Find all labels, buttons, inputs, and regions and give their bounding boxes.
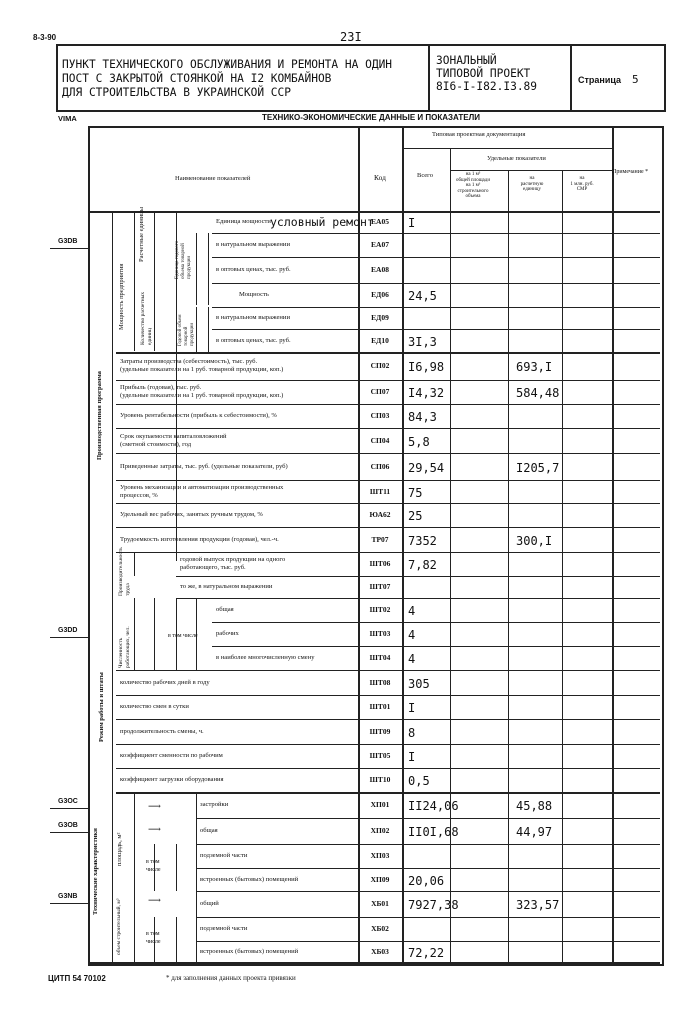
side-code-g3oc: G3OC: [58, 798, 78, 805]
label-labor-productivity: Производительность труда: [118, 547, 131, 596]
row-code: СП04: [370, 435, 390, 445]
row-code: ШТ07: [369, 582, 391, 591]
row-value-total: 7352: [408, 533, 437, 548]
row-hand-value: условный ремонт: [270, 215, 374, 229]
row-label: Трудоемкость изготовления продукции (годовая), чел.-ч.: [120, 535, 279, 543]
label-count-units: Количество расчетных единиц: [140, 291, 153, 345]
header-group: Типовая проектная документация: [432, 131, 526, 138]
label-unit-capacity: Единица годового объема товарной продукции: [175, 240, 192, 279]
row-label: встроенных (бытовых) помещений: [200, 875, 299, 883]
row-code: ЕД10: [371, 335, 389, 345]
row-value-b: 693,I: [516, 360, 553, 374]
row-label: Удельный вес рабочих, занятых ручным трудом, %: [120, 511, 263, 518]
page-number: 23I: [340, 30, 362, 44]
row-code: ХБ01: [371, 899, 389, 908]
row-value-total: 4: [408, 628, 416, 642]
doc-code: 8-3-90: [33, 33, 57, 42]
row-value-total: 24,5: [408, 289, 437, 303]
row-value-total: 4: [408, 604, 416, 618]
row-code: ШТ04: [369, 653, 391, 662]
row-label: коэффициент загрузки оборудования: [120, 776, 224, 783]
row-code: ШТ03: [369, 629, 391, 638]
row-label: в наиболее многочисленную смену: [216, 654, 315, 661]
label-production-program: Производственная программа: [96, 371, 103, 460]
row-label: общая: [200, 827, 218, 834]
project-title: ПУНКТ ТЕХНИЧЕСКОГО ОБСЛУЖИВАНИЯ И РЕМОНТА НА ОДИН ПОСТ С ЗАКРЫТОЙ СТОЯНКОЙ НА I2 КОМБАЙНОВ ДЛЯ СТРОИТЕЛЬСТВА В УКРАИНСКОЙ ССР: [62, 58, 393, 99]
row-value-total: I: [408, 750, 416, 764]
header-note: Примечание *: [612, 169, 649, 175]
row-code: ЕД09: [371, 313, 389, 322]
row-code: ХП02: [370, 826, 390, 835]
header-specific: Удельные показатели: [487, 155, 546, 162]
row-code: ХП09: [370, 874, 390, 884]
row-label: Уровень рентабельности (прибыль к себестоимости), %: [120, 412, 277, 419]
header-per-capacity: на расчетную единицу: [520, 176, 544, 192]
row-value-total: 7927,38: [408, 898, 459, 912]
row-label: подземной части: [200, 925, 248, 932]
row-value-total: 29,54: [408, 460, 445, 475]
row-label: продолжительность смены, ч.: [120, 727, 204, 735]
row-code: ШТ11: [369, 486, 391, 496]
project-number: ЗОНАЛЬНЫЙ ТИПОВОЙ ПРОЕКТ 8I6-I-I82.I3.89: [436, 54, 538, 93]
row-code: ХП03: [370, 851, 390, 860]
row-label: в натуральном выражении: [216, 314, 290, 321]
page-label: Страница: [578, 75, 622, 85]
side-code-g3ob: G3OB: [58, 822, 78, 829]
row-value-total: 4: [408, 652, 416, 666]
row-code: ЕА05: [371, 217, 389, 226]
row-value-total: 305: [408, 676, 430, 691]
arrow-icon: ⟶: [148, 895, 161, 905]
row-value-total: 5,8: [408, 434, 430, 449]
label-incl-area: в том числе: [146, 859, 161, 873]
row-label: количество рабочих дней в году: [120, 678, 210, 686]
header-per-m3: на 1 м³ общей площади на 1 м³ строительного объема: [456, 172, 490, 199]
row-label: в оптовых ценах, тыс. руб.: [216, 336, 291, 344]
row-label: годовой выпуск продукции на одного работающего, тыс. руб.: [180, 556, 286, 571]
label-incl: в том числе: [168, 633, 198, 639]
row-code: ЕД06: [371, 290, 389, 299]
row-label: Мощность: [239, 291, 269, 298]
row-value-total: 72,22: [408, 945, 445, 960]
side-code-g3nb: G3NB: [58, 893, 78, 900]
row-label: общий: [200, 900, 219, 907]
label-area: площадь, м²: [116, 832, 123, 866]
label-staff-count: Численность работающих, чел.: [118, 626, 131, 668]
row-value-total: II0I,68: [408, 825, 459, 839]
row-value-b: I205,7: [516, 460, 560, 475]
row-label: подземной части: [200, 852, 248, 859]
row-label: количество смен в сутки: [120, 703, 189, 710]
row-value-total: 84,3: [408, 410, 437, 424]
label-capacity: Мощность предприятия: [118, 263, 125, 330]
section-title: ТЕХНИКО-ЭКОНОМИЧЕСКИЕ ДАННЫЕ И ПОКАЗАТЕЛИ: [262, 113, 480, 122]
row-label: Затраты производства (себестоимость), тыс. руб. (удельные показатели на 1 руб. товарной продукции, коп.): [120, 358, 284, 373]
row-code: ХБ02: [371, 924, 389, 933]
row-code: СП06: [370, 461, 390, 471]
row-label: Уровень механизации и автоматизации производственных процессов, %: [120, 483, 284, 499]
row-value-b: 323,57: [516, 898, 560, 912]
row-code: ШТ10: [369, 775, 391, 784]
row-value-b: 584,48: [516, 386, 560, 400]
row-code: СП02: [370, 361, 390, 370]
row-label: встроенных (бытовых) помещений: [200, 947, 299, 955]
header-code: Код: [374, 173, 386, 182]
arrow-icon: ⟶: [148, 824, 161, 834]
row-label: коэффициент сменности по рабочим: [120, 752, 223, 759]
row-label: то же, в натуральном выражении: [180, 583, 273, 590]
arrow-icon: ⟶: [148, 801, 161, 811]
row-value-total: 25: [408, 509, 423, 523]
row-label: Приведенные затраты, тыс. руб. (удельные показатели, руб): [120, 462, 288, 470]
footer-stamp: ЦИТП 54 70102: [48, 974, 106, 983]
label-work-mode: Режим работы и штаты: [98, 672, 105, 742]
row-code: ТР07: [371, 534, 389, 544]
row-code: ШТ06: [369, 559, 391, 568]
label-volume: объем строительный, м³: [116, 898, 122, 955]
row-label: Срок окупаемости капиталовложений (сметной стоимости), год: [120, 432, 227, 448]
header-total: Всего: [417, 172, 433, 179]
row-code: ЮА62: [369, 510, 391, 519]
row-value-total: 3I,3: [408, 334, 437, 349]
label-tech-specs: Технические характеристики: [92, 828, 99, 915]
label-incl-volume: в том числе: [146, 931, 161, 945]
side-code-g3dd: G3DD: [58, 627, 78, 634]
row-label: Прибыль (годовая), тыс. руб. (удельные показатели на 1 руб. товарной продукции, коп.): [120, 384, 284, 399]
row-code: ШТ08: [369, 677, 391, 687]
row-code: ШТ01: [369, 702, 391, 711]
row-code: ЕА07: [371, 240, 389, 249]
row-code: ЕА08: [371, 265, 389, 274]
row-code: ШТ09: [369, 726, 391, 736]
row-value-total: 8: [408, 725, 416, 740]
label-annual-volume: Годовой объем товарной продукции: [178, 314, 195, 346]
row-code: СП07: [370, 387, 390, 396]
section-code: VIMA: [58, 114, 77, 123]
row-value-b: 44,97: [516, 825, 553, 839]
side-code-g3db: G3DB: [58, 238, 78, 245]
header-name: Наименование показателей: [175, 175, 251, 182]
row-value-total: II24,06: [408, 799, 459, 813]
row-label: в оптовых ценах, тыс. руб.: [216, 266, 291, 273]
row-value-total: 7,82: [408, 558, 437, 572]
row-value-total: I6,98: [408, 360, 445, 374]
row-value-total: 20,06: [408, 873, 445, 888]
row-code: ХП01: [370, 800, 390, 809]
row-code: ХБ03: [371, 946, 389, 956]
row-value-total: 75: [408, 485, 423, 500]
row-value-total: I: [408, 701, 416, 715]
row-code: СП03: [370, 411, 390, 420]
row-value-total: I4,32: [408, 386, 445, 400]
row-label: застройки: [200, 801, 229, 808]
row-label: общая: [216, 606, 234, 613]
row-label: Единица мощности: [216, 218, 271, 225]
row-value-total: I: [408, 216, 416, 230]
row-value-total: 0,5: [408, 774, 430, 788]
page-value: 5: [632, 73, 639, 86]
header-per-mln: на 1 млн. руб. СМР: [570, 176, 594, 192]
row-code: ШТ02: [369, 605, 391, 614]
row-label: в натуральном выражении: [216, 241, 290, 248]
footer-note: * для заполнения данных проекта привязки: [166, 974, 296, 982]
label-calc-units: Расчетные единицы: [138, 207, 145, 262]
row-value-b: 300,I: [516, 533, 553, 548]
row-label: рабочих: [216, 630, 239, 637]
row-code: ШТ05: [369, 751, 391, 760]
row-value-b: 45,88: [516, 799, 553, 813]
